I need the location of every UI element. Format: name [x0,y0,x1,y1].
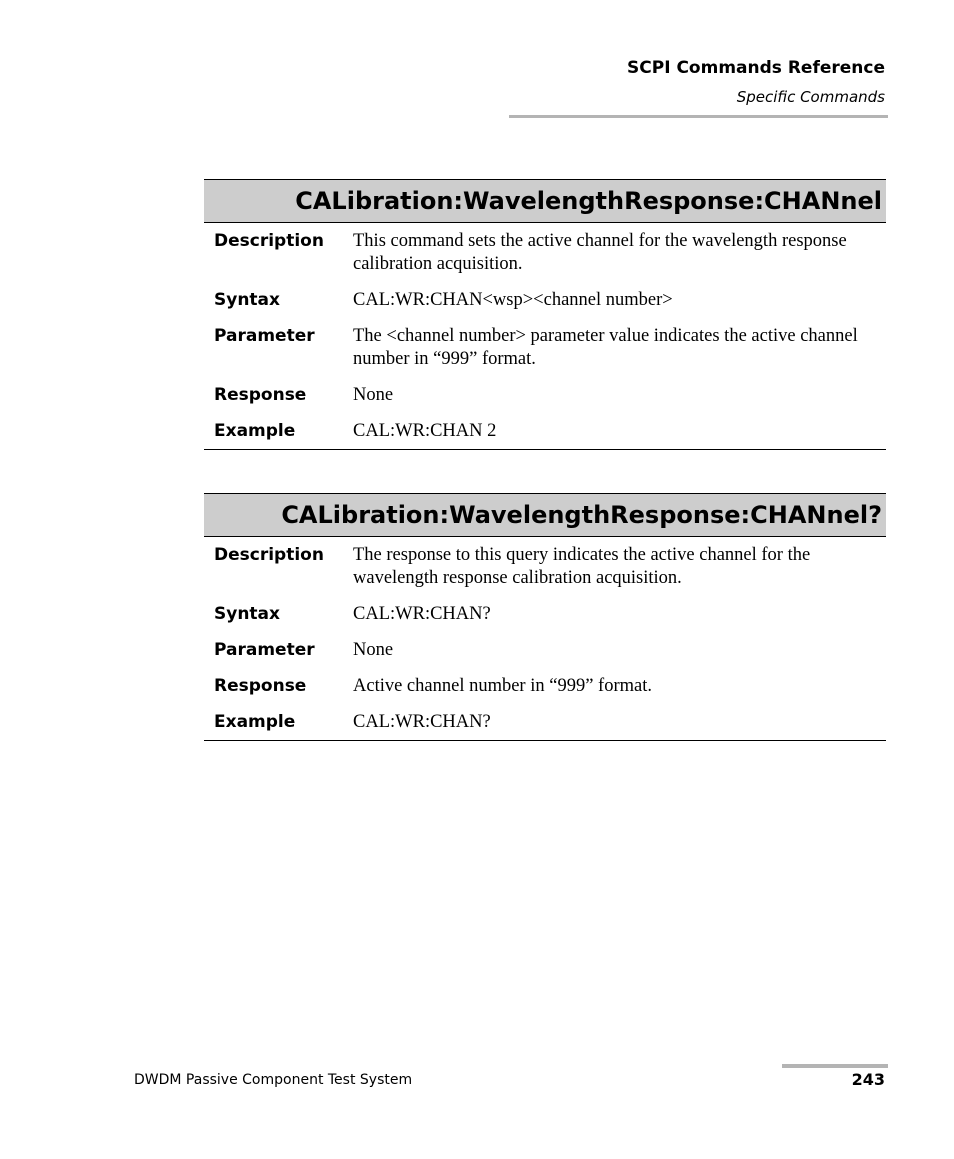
description-value: This command sets the active channel for the wavelength response calibration acquisition. [353,231,847,274]
parameter-label: Parameter [214,640,315,660]
example-value: CAL:WR:CHAN? [353,712,491,732]
running-header-title: SCPI Commands Reference [627,58,885,78]
response-label: Response [214,676,307,696]
running-header-subtitle: Specific Commands [736,88,885,106]
command-heading: CALibration:WavelengthResponse:CHANnel [204,179,886,223]
command-detail-table [204,223,886,450]
response-row [204,662,886,698]
command-block-query-channel [204,493,886,741]
description-row [204,537,886,590]
description-row [204,223,886,276]
description-value: The response to this query indicates the active channel for the wavelength response calibration acquisition. [353,545,811,588]
parameter-row [204,312,886,371]
parameter-label: Parameter [214,326,315,346]
footer-divider [782,1064,888,1068]
command-heading: CALibration:WavelengthResponse:CHANnel? [204,493,886,537]
response-label: Response [214,385,307,405]
example-row [204,698,886,741]
description-label: Description [214,231,324,251]
command-detail-table [204,537,886,741]
page-number: 243 [851,1070,885,1089]
parameter-value: None [353,640,394,660]
parameter-value: The <channel number> parameter value indicates the active channel number in “999” format. [353,326,858,369]
response-row [204,371,886,407]
parameter-row [204,626,886,662]
command-block-set-channel [204,179,886,450]
response-value: Active channel number in “999” format. [353,676,652,696]
syntax-label: Syntax [214,290,280,310]
syntax-row [204,276,886,312]
example-row [204,407,886,450]
syntax-value: CAL:WR:CHAN<wsp><channel number> [353,290,673,310]
footer-document-title: DWDM Passive Component Test System [134,1072,413,1088]
description-label: Description [214,545,324,565]
response-value: None [353,385,394,405]
syntax-label: Syntax [214,604,280,624]
syntax-row [204,590,886,626]
example-value: CAL:WR:CHAN 2 [353,421,497,441]
example-label: Example [214,712,296,732]
example-label: Example [214,421,296,441]
syntax-value: CAL:WR:CHAN? [353,604,491,624]
header-divider [509,115,888,118]
